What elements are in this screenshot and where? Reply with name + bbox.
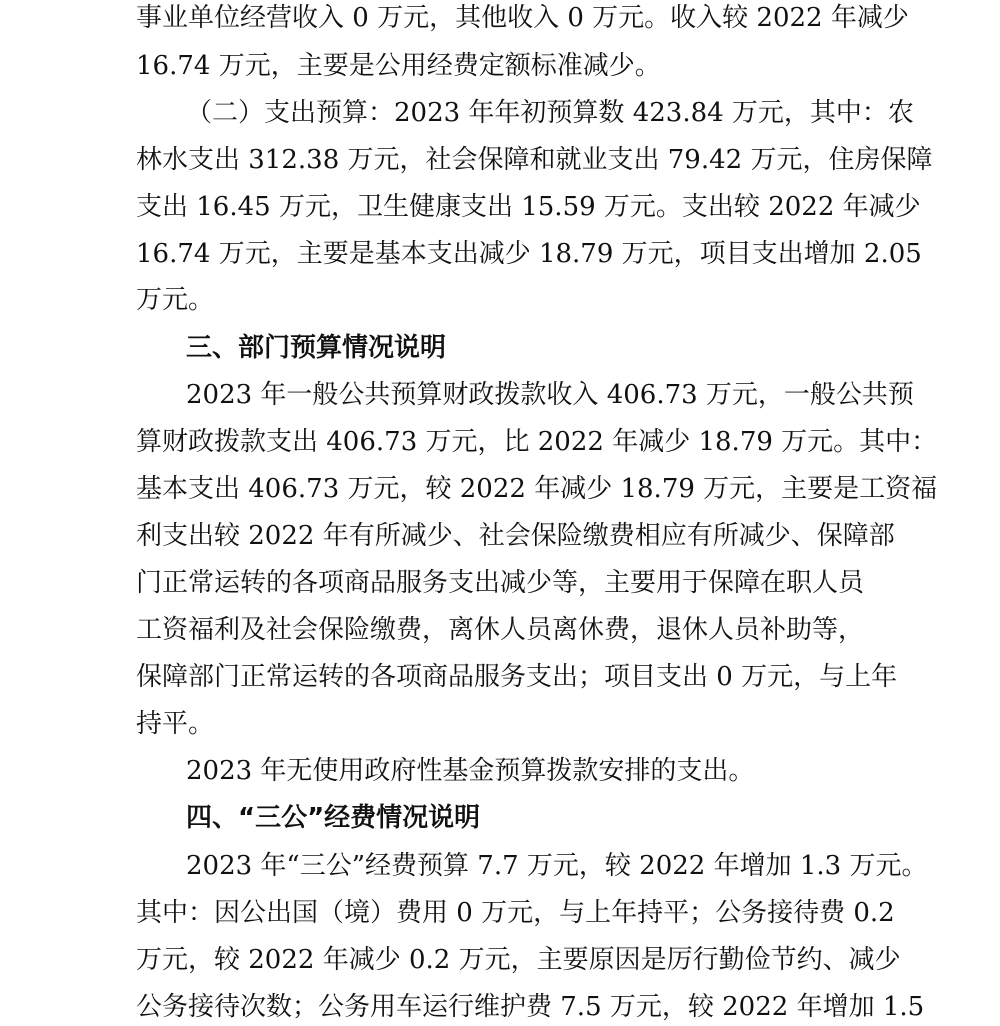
body-text-line: 持平。 [136, 709, 215, 739]
body-text-line: 16.74 万元，主要是公用经费定额标准减少。 [136, 51, 661, 81]
body-text-line: （二）支出预算：2023 年年初预算数 423.84 万元，其中：农 [186, 98, 914, 128]
body-text-line: 利支出较 2022 年有所减少、社会保险缴费相应有所减少、保障部 [136, 521, 895, 551]
body-text-line: 保障部门正常运转的各项商品服务支出；项目支出 0 万元，与上年 [136, 662, 898, 692]
body-text-line: 16.74 万元，主要是基本支出减少 18.79 万元，项目支出增加 2.05 [136, 239, 922, 269]
body-text-line: 林水支出 312.38 万元，社会保障和就业支出 79.42 万元，住房保障 [136, 145, 933, 175]
body-text-line: 2023 年无使用政府性基金预算拨款安排的支出。 [186, 756, 755, 786]
body-text-line: 门正常运转的各项商品服务支出减少等，主要用于保障在职人员 [136, 568, 865, 598]
body-text-line: 其中：因公出国（境）费用 0 万元，与上年持平；公务接待费 0.2 [136, 898, 895, 928]
body-text-line: 公务接待次数；公务用车运行维护费 7.5 万元，较 2022 年增加 1.5 [136, 992, 925, 1022]
section-heading: 三、部门预算情况说明 [186, 333, 447, 363]
body-text-line: 万元，较 2022 年减少 0.2 万元，主要原因是厉行勤俭节约、减少 [136, 945, 901, 975]
body-text-line: 工资福利及社会保险缴费，离休人员离休费，退休人员补助等， [136, 615, 865, 645]
body-text-line: 事业单位经营收入 0 万元，其他收入 0 万元。收入较 2022 年减少 [136, 3, 909, 33]
section-heading: 四、“三公”经费情况说明 [186, 803, 481, 833]
body-text-line: 2023 年“三公”经费预算 7.7 万元，较 2022 年增加 1.3 万元。 [186, 851, 928, 881]
body-text-line: 支出 16.45 万元，卫生健康支出 15.59 万元。支出较 2022 年减少 [136, 192, 921, 222]
body-text-line: 万元。 [136, 285, 215, 315]
body-text-line: 2023 年一般公共预算财政拨款收入 406.73 万元，一般公共预 [186, 380, 914, 410]
body-text-line: 基本支出 406.73 万元，较 2022 年减少 18.79 万元，主要是工资福 [136, 474, 938, 504]
body-text-line: 算财政拨款支出 406.73 万元，比 2022 年减少 18.79 万元。其中： [136, 427, 938, 457]
